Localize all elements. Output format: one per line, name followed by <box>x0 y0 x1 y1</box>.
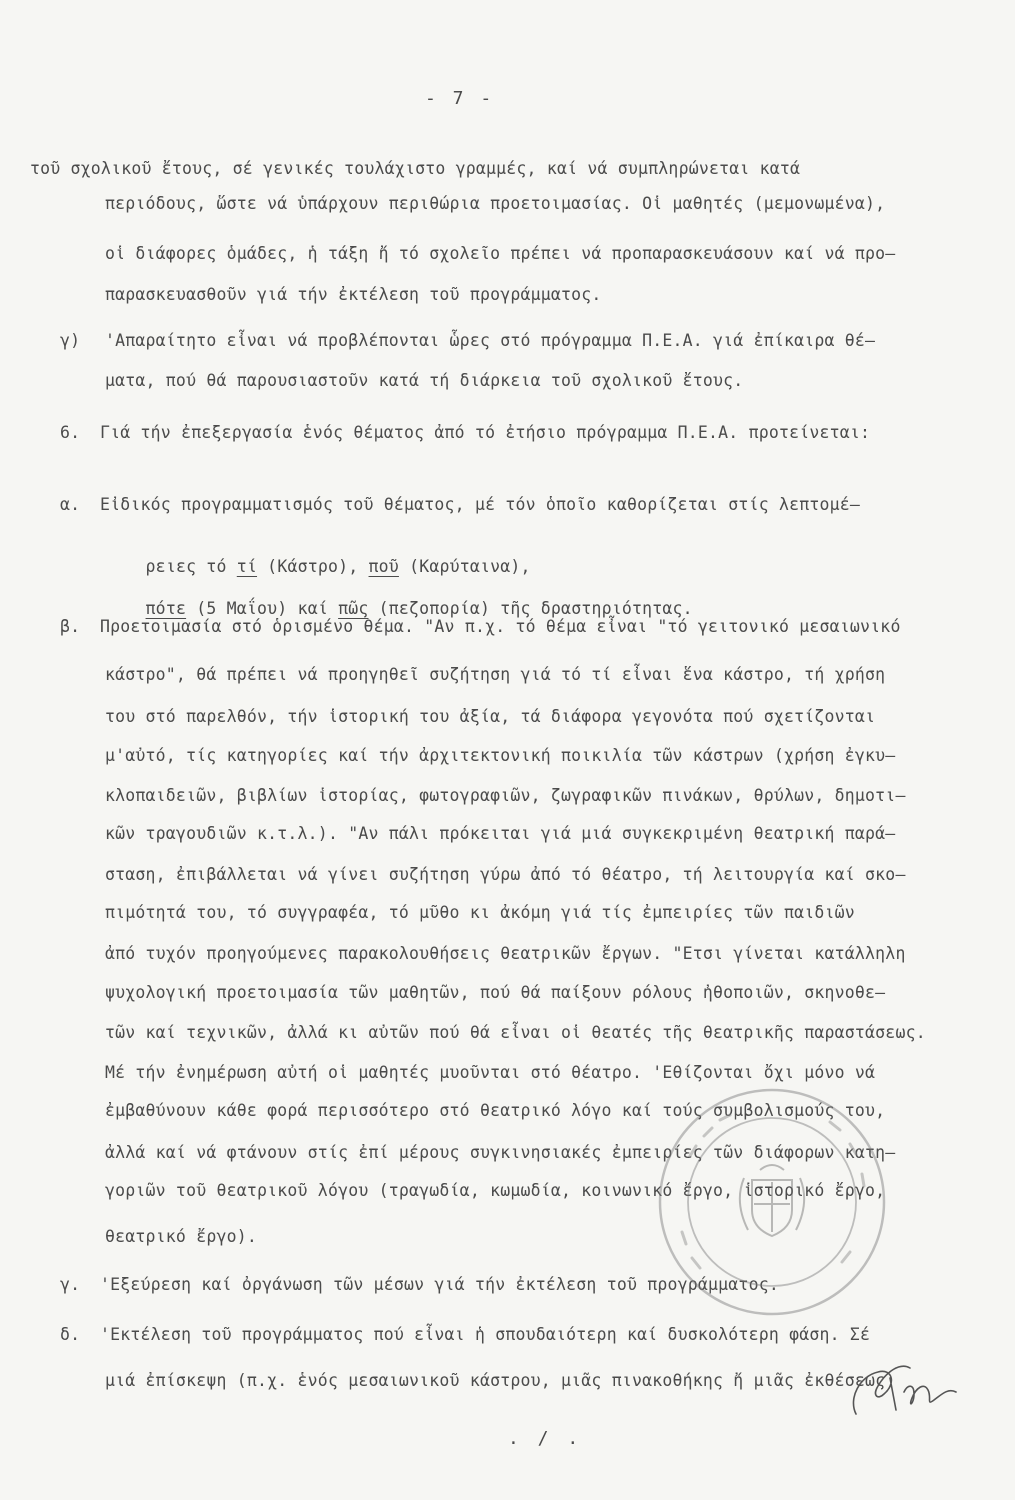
text-line: ψυχολογική προετοιμασία τῶν μαθητῶν, πού θά παίξουν ρόλους ἠθοποιῶν, σκηνοθε– <box>105 983 886 1002</box>
underlined-term: πότε <box>145 599 187 618</box>
text-line: μιά ἐπίσκεψη (π.χ. ἑνός μεσαιωνικοῦ κάστρου, μιᾶς πινακοθήκης ἤ μιᾶς ἐκθέσεως <box>105 1371 886 1390</box>
text-line: περιόδους, ὥστε νά ὑπάρχουν περιθώρια προετοιμασίας. Οἱ μαθητές (μεμονωμένα), <box>105 194 886 213</box>
text-line: ἀλλά καί νά φτάνουν στίς ἐπί μέρους συγκινησιακές ἐμπειρίες τῶν διάφορων κατη– <box>105 1143 896 1162</box>
text-segment: (Καρύταινα), <box>398 557 531 576</box>
text-line: οἱ διάφορες ὁμάδες, ἡ τάξη ἤ τό σχολεῖο πρέπει νά προπαρασκευάσουν καί νά προ– <box>105 244 896 263</box>
text-line: ματα, πού θά παρουσιαστοῦν κατά τή διάρκεια τοῦ σχολικοῦ ἔτους. <box>105 371 744 390</box>
underlined-term: τί <box>236 557 258 576</box>
text-line: κῶν τραγουδιῶν κ.τ.λ.). "Αν πάλι πρόκειται γιά μιά συγκεκριμένη θεατρική παρά– <box>105 824 896 843</box>
text-segment: (πεζοπορία) τῆς δραστηριότητας. <box>368 599 693 618</box>
text-line: τοῦ σχολικοῦ ἔτους, σέ γενικές τουλάχιστο γραμμές, καί νά συμπληρώνεται κατά <box>30 159 801 178</box>
underlined-term: πῶς <box>338 599 369 618</box>
text-segment: ρειες τό <box>145 557 237 576</box>
underlined-term: ποῦ <box>368 557 399 576</box>
list-marker: δ. <box>60 1325 81 1344</box>
text-line: ἐμβαθύνουν κάθε φορά περισσότερο στό θεατρικό λόγο καί τούς συμβολισμούς του, <box>105 1101 886 1120</box>
official-stamp <box>652 1082 892 1322</box>
text-line: τῶν καί τεχνικῶν, ἀλλά κι αὐτῶν πού θά εἶναι οἱ θεατές τῆς θεατρικῆς παραστάσεως. <box>105 1023 926 1042</box>
handwritten-signature <box>838 1348 968 1428</box>
text-line: παρασκευασθοῦν γιά τήν ἐκτέλεση τοῦ προγράμματος. <box>105 285 602 304</box>
text-line: Εἰδικός προγραμματισμός τοῦ θέματος, μέ τόν ὁποῖο καθορίζεται στίς λεπτομέ– <box>100 495 861 514</box>
text-segment: (5 Μαΐου) καί <box>186 599 339 618</box>
text-line: Προετοιμασία στό ὁρισμένο θέμα. "Αν π.χ. τό θέμα εἶναι "τό γειτονικό μεσαιωνικό <box>100 617 901 636</box>
text-line: θεατρικό ἔργο). <box>105 1227 258 1246</box>
text-line: Γιά τήν ἐπεξεργασία ἑνός θέματος ἀπό τό ἐτήσιο πρόγραμμα Π.Ε.Α. προτείνεται: <box>100 423 871 442</box>
text-line: 'Εκτέλεση τοῦ προγράμματος πού εἶναι ἡ σπουδαιότερη καί δυσκολότερη φάση. Σέ <box>100 1325 871 1344</box>
text-line: γοριῶν τοῦ θεατρικοῦ λόγου (τραγωδία, κωμωδία, κοινωνικό ἔργο, ἱστορικό ἔργο, <box>105 1181 886 1200</box>
text-line: κλοπαιδειῶν, βιβλίων ἱστορίας, φωτογραφιῶν, ζωγραφικῶν πινάκων, θρύλων, δημοτι– <box>105 786 906 805</box>
list-marker: γ. <box>60 1275 81 1294</box>
text-line: 'Απαραίτητο εἶναι νά προβλέπονται ὧρες στό πρόγραμμα Π.Ε.Α. γιά ἐπίκαιρα θέ– <box>105 331 876 350</box>
text-line: κάστρο", θά πρέπει νά προηγηθεῖ συζήτηση γιά τό τί εἶναι ἕνα κάστρο, τή χρήση <box>105 665 886 684</box>
text-line: 'Εξεύρεση καί ὀργάνωση τῶν μέσων γιά τήν ἐκτέλεση τοῦ προγράμματος. <box>100 1275 779 1294</box>
list-marker: γ) <box>60 331 81 350</box>
continuation-mark: . / . <box>508 1428 583 1449</box>
text-line: μ'αὐτό, τίς κατηγορίες καί τήν ἀρχιτεκτονική ποικιλία τῶν κάστρων (χρήση ἐγκυ– <box>105 746 896 765</box>
page-number: - 7 - <box>425 88 495 109</box>
text-line: πιμότητά του, τό συγγραφέα, τό μῦθο κι ἀκόμη γιά τίς ἐμπειρίες τῶν παιδιῶν <box>105 903 855 922</box>
list-marker: α. <box>60 495 81 514</box>
text-line: ἀπό τυχόν προηγούμενες παρακολουθήσεις θεατρικῶν ἔργων. "Ετσι γίνεται κατάλληλη <box>105 944 906 963</box>
text-line: του στό παρελθόν, τήν ἱστορική του ἀξία, τά διάφορα γεγονότα πού σχετίζονται <box>105 707 876 726</box>
list-marker: 6. <box>60 423 81 442</box>
text-segment: (Κάστρο), <box>257 557 369 576</box>
text-line: σταση, ἐπιβάλλεται νά γίνει συζήτηση γύρω ἀπό τό θέατρο, τή λειτουργία καί σκο– <box>105 865 906 884</box>
text-line: Μέ τήν ἐνημέρωση αὐτή οἱ μαθητές μυοῦνται στό θέατρο. 'Εθίζονται ὄχι μόνο νά <box>105 1063 876 1082</box>
list-marker: β. <box>60 617 81 636</box>
